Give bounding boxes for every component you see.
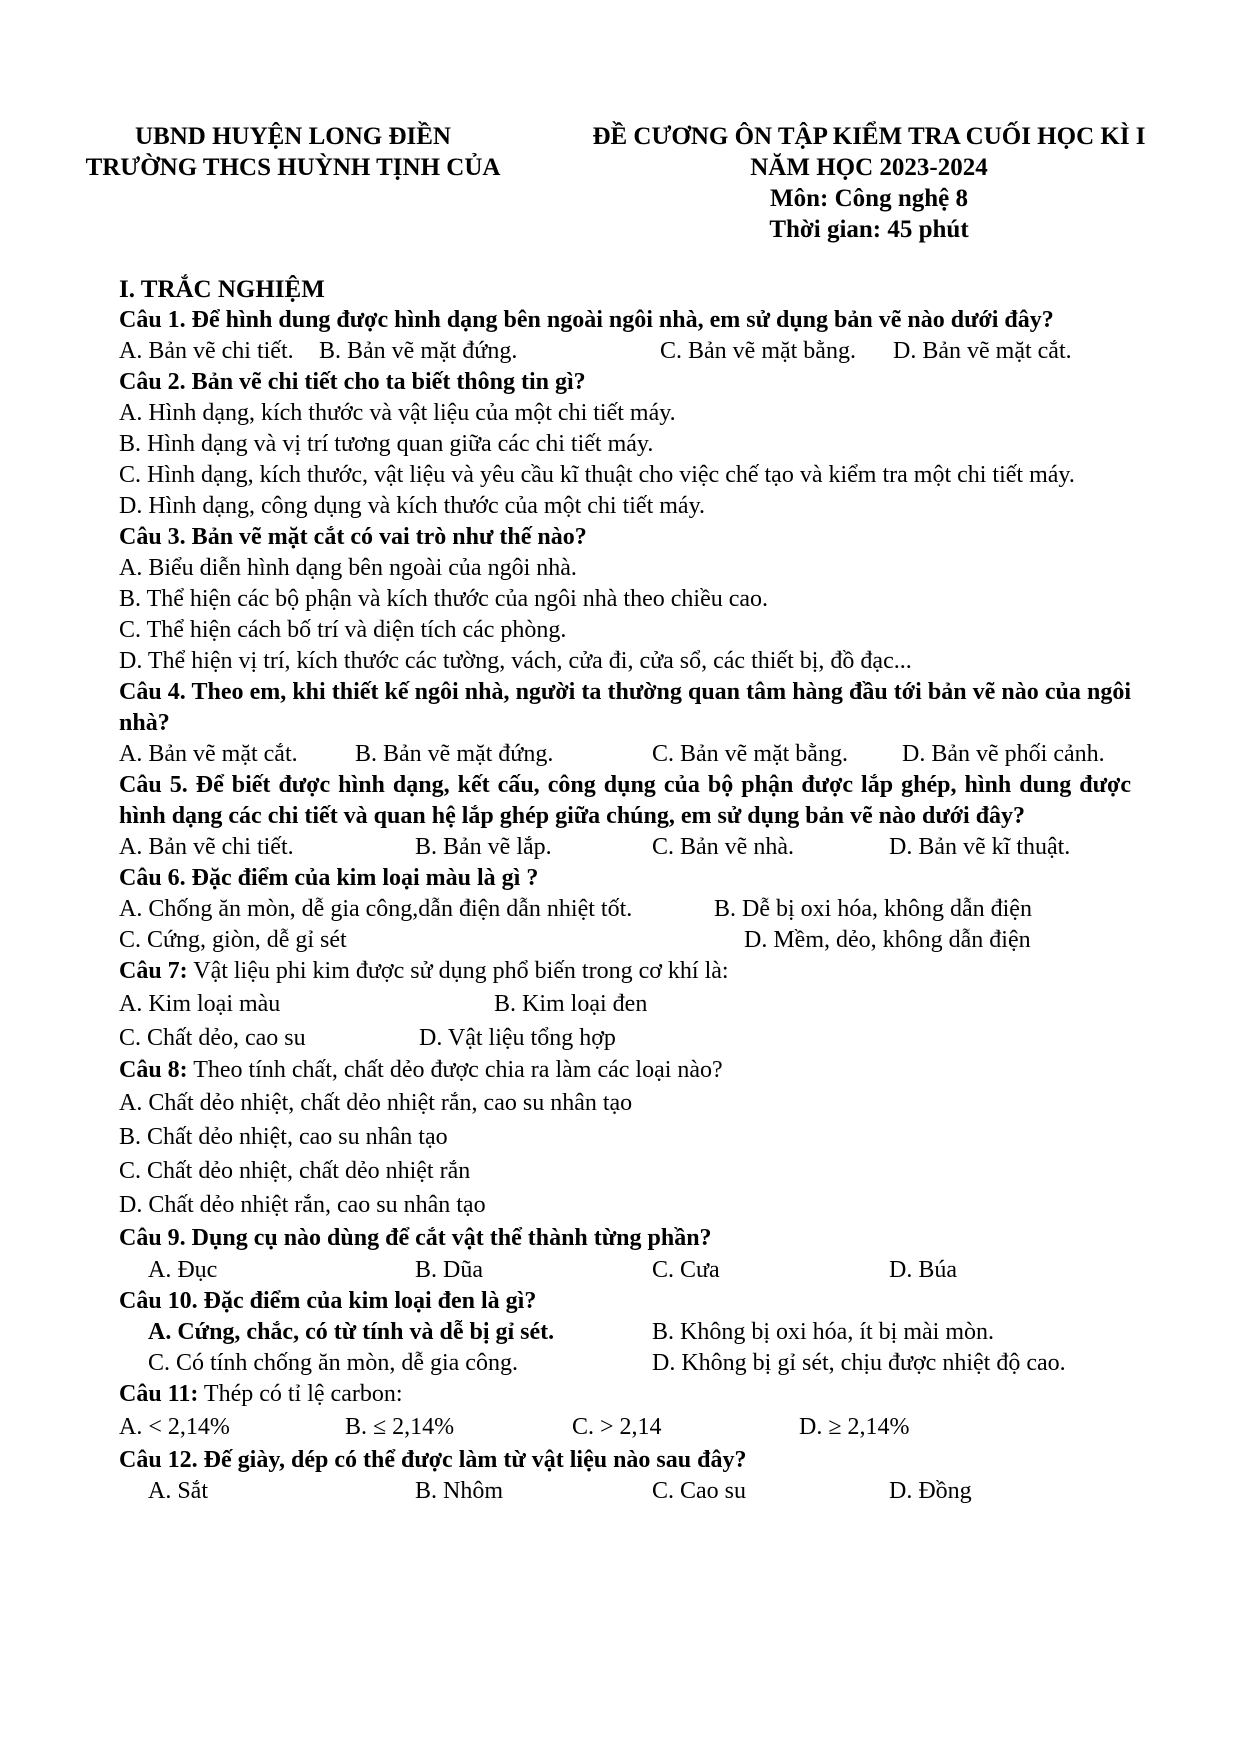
option-b: B. Nhôm <box>415 1478 504 1504</box>
question-8-text: Theo tính chất, chất dẻo được chia ra làm các loại nào? <box>187 1057 723 1083</box>
option-c: C. Cứng, giòn, dễ gỉ sét <box>119 927 347 953</box>
question-12: Câu 12. Đế giày, dép có thể được làm từ vật liệu nào sau đây? <box>119 1447 747 1473</box>
question-1-options <box>119 336 1131 367</box>
subject: Môn: Công nghệ 8 <box>770 185 968 212</box>
option-c: C. Hình dạng, kích thước, vật liệu và yêu cầu kĩ thuật cho việc chế tạo và kiểm tra một chi tiết máy. <box>119 462 1075 488</box>
option-d: D. Mềm, dẻo, không dẫn điện <box>744 927 1031 953</box>
option-d: D. Thể hiện vị trí, kích thước các tường, vách, cửa đi, cửa sổ, các thiết bị, đồ đạc... <box>119 648 912 674</box>
option-d: D. Hình dạng, công dụng và kích thước của một chi tiết máy. <box>119 493 706 519</box>
option-a: A. Kim loại màu <box>119 991 281 1017</box>
question-11-label: Câu 11: <box>119 1381 199 1407</box>
question-11-text: Thép có tỉ lệ carbon: <box>198 1381 403 1407</box>
question-8 <box>119 1055 1131 1086</box>
question-5-options <box>119 832 1131 863</box>
question-5: Câu 5. Để biết được hình dạng, kết cấu, công dụng của bộ phận được lắp ghép, hình dung được hình dạng các chi tiết và quan hệ lắp ghép giữa chúng, em sử dụng bản vẽ nào dưới đây? <box>119 772 1131 829</box>
option-d: D. Đồng <box>889 1478 972 1504</box>
question-4-options <box>119 739 1131 770</box>
option-d: D. Búa <box>889 1257 957 1283</box>
option-c: C. Thể hiện cách bố trí và diện tích các phòng. <box>119 617 567 643</box>
school-year: NĂM HỌC 2023-2024 <box>750 154 988 181</box>
option-c: C. Có tính chống ăn mòn, dễ gia công. <box>148 1350 518 1376</box>
question-10-options-ab <box>119 1317 1131 1348</box>
option-d: D. Bản vẽ mặt cắt. <box>893 338 1072 364</box>
option-d: D. Chất dẻo nhiệt rắn, cao su nhân tạo <box>119 1192 486 1218</box>
option-c: C. Bản vẽ nhà. <box>652 834 794 860</box>
district-name: UBND HUYỆN LONG ĐIỀN <box>134 123 451 150</box>
question-9: Câu 9. Dụng cụ nào dùng để cắt vật thể thành từng phần? <box>119 1225 712 1251</box>
question-1: Câu 1. Để hình dung được hình dạng bên ngoài ngôi nhà, em sử dụng bản vẽ nào dưới đây? <box>119 307 1054 333</box>
header-right <box>560 121 1178 245</box>
school-name: TRƯỜNG THCS HUỲNH TỊNH CỦA <box>85 154 501 181</box>
question-10-options-cd <box>119 1348 1131 1379</box>
option-c: C. Bản vẽ mặt bằng. <box>652 741 848 767</box>
option-c: C. > 2,14 <box>572 1414 662 1440</box>
option-d: D. Vật liệu tổng hợp <box>419 1025 616 1051</box>
option-b: B. Thể hiện các bộ phận và kích thước của ngôi nhà theo chiều cao. <box>119 586 769 612</box>
option-b: B. ≤ 2,14% <box>345 1414 455 1440</box>
option-c: C. Cao su <box>652 1478 747 1504</box>
option-d: D. Bản vẽ kĩ thuật. <box>889 834 1071 860</box>
question-9-options <box>119 1255 1131 1286</box>
option-a: A. Chống ăn mòn, dễ gia công,dẫn điện dẫn nhiệt tốt. <box>119 896 633 922</box>
option-b: B. Chất dẻo nhiệt, cao su nhân tạo <box>119 1124 448 1150</box>
option-c: C. Bản vẽ mặt bằng. <box>660 338 856 364</box>
question-6-options-ab <box>119 894 1131 925</box>
header-left <box>58 121 528 183</box>
option-d: D. Không bị gỉ sét, chịu được nhiệt độ cao. <box>652 1350 1066 1376</box>
question-6-options-cd <box>119 925 1131 956</box>
option-b: B. Bản vẽ mặt đứng. <box>355 741 554 767</box>
option-a: A. Cứng, chắc, có từ tính và dễ bị gỉ sét. <box>148 1319 555 1345</box>
question-8-label: Câu 8: <box>119 1057 188 1083</box>
option-d: D. ≥ 2,14% <box>799 1414 910 1440</box>
question-11 <box>119 1379 1131 1410</box>
option-a: A. Bản vẽ chi tiết. <box>119 338 294 364</box>
option-c: C. Chất dẻo, cao su <box>119 1025 306 1051</box>
option-b: B. Bản vẽ lắp. <box>415 834 552 860</box>
question-2: Câu 2. Bản vẽ chi tiết cho ta biết thông tin gì? <box>119 369 586 395</box>
question-7-options-cd <box>119 1021 1131 1055</box>
option-c: C. Chất dẻo nhiệt, chất dẻo nhiệt rắn <box>119 1158 471 1184</box>
option-b: B. Không bị oxi hóa, ít bị mài mòn. <box>652 1319 994 1345</box>
duration: Thời gian: 45 phút <box>769 216 969 243</box>
question-7-options-ab <box>119 987 1131 1021</box>
option-a: A. Bản vẽ chi tiết. <box>119 834 294 860</box>
question-11-options <box>119 1410 1131 1444</box>
option-a: A. Bản vẽ mặt cắt. <box>119 741 298 767</box>
question-4: Câu 4. Theo em, khi thiết kế ngôi nhà, người ta thường quan tâm hàng đầu tới bản vẽ nào của ngôi nhà? <box>119 679 1131 736</box>
option-a: A. Sắt <box>148 1478 208 1504</box>
option-a: A. Đục <box>148 1257 218 1283</box>
exam-content <box>119 274 1131 1507</box>
option-b: B. Kim loại đen <box>494 991 648 1017</box>
option-a: A. Hình dạng, kích thước và vật liệu của một chi tiết máy. <box>119 400 676 426</box>
option-b: B. Bản vẽ mặt đứng. <box>319 338 518 364</box>
option-b: B. Dễ bị oxi hóa, không dẫn điện <box>714 896 1032 922</box>
question-6: Câu 6. Đặc điểm của kim loại màu là gì ? <box>119 865 539 891</box>
option-d: D. Bản vẽ phối cảnh. <box>902 741 1105 767</box>
question-7 <box>119 956 1131 987</box>
question-12-options <box>119 1476 1131 1507</box>
option-a: A. Chất dẻo nhiệt, chất dẻo nhiệt rắn, cao su nhân tạo <box>119 1090 633 1116</box>
option-a: A. Biểu diễn hình dạng bên ngoài của ngôi nhà. <box>119 555 577 581</box>
option-b: B. Dũa <box>415 1257 483 1283</box>
option-c: C. Cưa <box>652 1257 720 1283</box>
section-title: I. TRẮC NGHIỆM <box>119 276 325 303</box>
question-7-label: Câu 7: <box>119 958 188 984</box>
document-title: ĐỀ CƯƠNG ÔN TẬP KIỂM TRA CUỐI HỌC KÌ I <box>592 123 1146 150</box>
question-7-text: Vật liệu phi kim được sử dụng phổ biến trong cơ khí là: <box>187 958 729 984</box>
option-b: B. Hình dạng và vị trí tương quan giữa các chi tiết máy. <box>119 431 654 457</box>
question-3: Câu 3. Bản vẽ mặt cắt có vai trò như thế nào? <box>119 524 587 550</box>
option-a: A. < 2,14% <box>119 1414 230 1440</box>
question-10: Câu 10. Đặc điểm của kim loại đen là gì? <box>119 1288 537 1314</box>
